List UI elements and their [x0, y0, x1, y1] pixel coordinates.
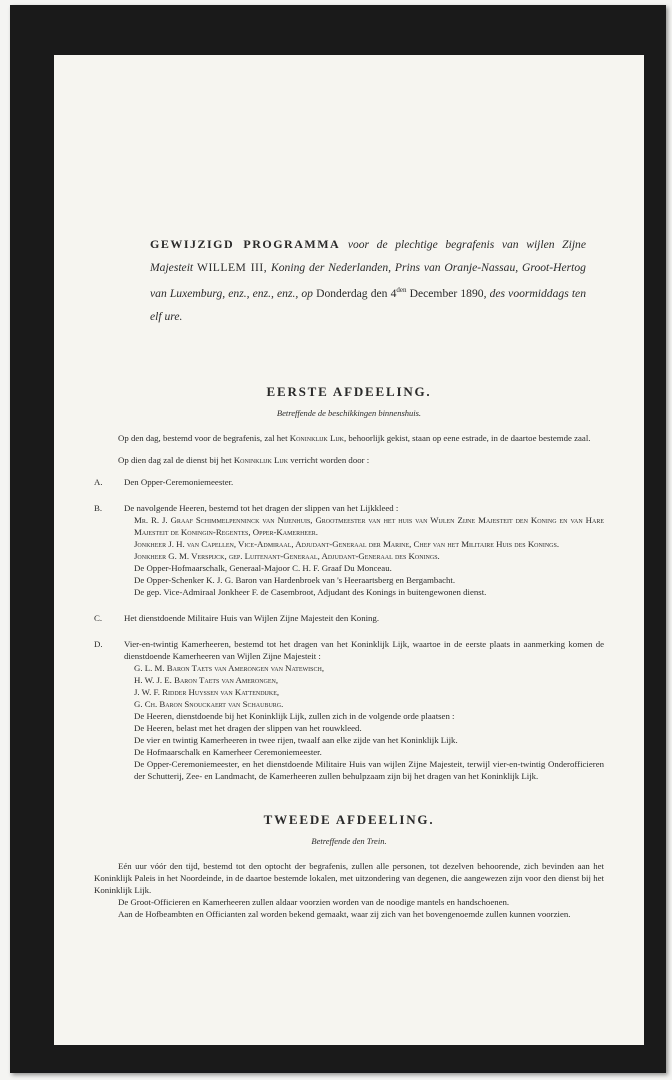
section-2-subheading: Betreffende den Trein. — [311, 835, 387, 846]
item-a-mark: A. — [94, 476, 103, 487]
document-title — [150, 233, 586, 328]
item-b-line: De gep. Vice-Admiraal Jonkheer F. de Casembroot, Adjudant des Konings in buitengewonen dienst. — [134, 586, 487, 597]
item-d-line: De Opper-Ceremoniemeester, en het dienstdoende Militaire Huis van wijlen Zijne Majesteit, terwijl vier-en-twintig Onderofficieren der Schutterij, Zee- en Landmacht, de Kamerheeren zullen behulpzaam zijn bij het dragen van het Koninklijk Lijk. — [134, 758, 604, 781]
p1-sc: Koninklijk Lijk — [289, 432, 344, 443]
section-2-line: Aan de Hofbeambten en Officianten zal worden bekend gemaakt, waar zij zich van het bovengenoemde zullen kunnen voorzien. — [118, 908, 571, 919]
item-b-line: Mr. R. J. Graaf Schimmelpenninck van Nijenhuis, Grootmeester van het huis van Wijlen Zijne Majesteit den Koning en van Hare Majesteit de Koningin-Regentes, Opper-Kamerheer. — [134, 514, 604, 537]
title-text-2: Koning der Nederlanden, Prins van Oranje-Nassau, Groot-Hertog van Luxemburg, enz., enz., enz., op — [150, 261, 586, 300]
p1-a: Op den dag, bestemd voor de begrafenis, zal het — [118, 432, 288, 443]
item-b-line: De navolgende Heeren, bestemd tot het dragen der slippen van het Lijkkleed : — [124, 502, 399, 513]
item-b-mark: B. — [94, 502, 103, 513]
section-2-body — [94, 860, 604, 920]
p1-b: , behoorlijk gekist, staan op eene estrade, in de daartoe bestemde zaal. — [344, 432, 591, 443]
item-d-line: J. W. F. Ridder Huyssen van Kattendijke, — [134, 686, 280, 697]
section-2-line: Eén uur vóór den tijd, bestemd tot den optocht der begrafenis, zullen alle personen, tot dezelven behoorende, zich bevinden aan het Koninklijk Paleis in het Noordeinde, in de daartoe bestemde lokalen, met uitzondering van degenen, die aangewezen zijn voor den dienst bij het Koninklijk Lijk. — [94, 860, 604, 895]
section-1-paragraph-1 — [94, 432, 604, 444]
item-d-line: De vier en twintig Kamerheeren in twee rijen, twaalf aan elke zijde van het Koninklijk Lijk. — [134, 734, 458, 745]
title-name: WILLEM III, — [197, 261, 268, 274]
title-text-1: voor de plechtige begrafenis van wijlen Zijne Majesteit — [150, 238, 586, 274]
p2-b: verricht worden door : — [290, 454, 370, 465]
title-text-3: des voormiddags ten elf ure. — [150, 286, 586, 323]
section-1-subheading: Betreffende de beschikkingen binnenshuis. — [276, 407, 422, 418]
title-date-a: Donderdag den 4 — [316, 286, 397, 300]
item-d-line: De Heeren, dienstdoende bij het Koninklijk Lijk, zullen zich in de volgende orde plaatsen : — [134, 710, 455, 721]
title-date-b: December 1890, — [409, 286, 487, 300]
list-item-b — [94, 502, 604, 598]
item-c-mark: C. — [94, 612, 103, 623]
item-d-line: De Heeren, belast met het dragen der slippen van het rouwkleed. — [134, 722, 362, 733]
item-d-line: Vier-en-twintig Kamerheeren, bestemd tot het dragen van het Koninklijk Lijk, waartoe in de eerste plaats in aanmerking komen de dienstdoende Kamerheeren van Wijlen Zijne Majesteit : — [124, 638, 604, 661]
section-2-heading: TWEEDE AFDEELING. — [263, 811, 435, 827]
list-item-d — [94, 638, 604, 782]
item-b-body — [124, 502, 604, 598]
item-b-line: Jonkheer J. H. van Capellen, Vice-Admiraal, Adjudant-Generaal der Marine, Chef van het Militaire Huis des Konings. — [134, 538, 560, 549]
item-d-mark: D. — [94, 638, 103, 649]
item-c-text: Het dienstdoende Militaire Huis van Wijlen Zijne Majesteit den Koning. — [124, 612, 380, 623]
p2-a: Op dien dag zal de dienst bij het — [118, 454, 232, 465]
section-2-line: De Groot-Officieren en Kamerheeren zullen aldaar voorzien worden van de noodige mantels en handschoenen. — [118, 896, 510, 907]
title-date-sup: den — [396, 286, 407, 294]
item-b-line: Jonkheer G. M. Verspijck, gep. Luitenant-Generaal, Adjudant-Generaal des Konings. — [134, 550, 440, 561]
document-page — [54, 55, 644, 1045]
item-b-line: De Opper-Hofmaarschalk, Generaal-Majoor C. H. F. Graaf Du Monceau. — [134, 562, 392, 573]
item-b-line: De Opper-Schenker K. J. G. Baron van Hardenbroek van 's Heeraartsberg en Bergambacht. — [134, 574, 456, 585]
item-d-line: G. Ch. Baron Snouckaert van Schauburg. — [134, 698, 284, 709]
item-a-text: Den Opper-Ceremoniemeester. — [124, 476, 234, 487]
p2-sc: Koninklijk Lijk — [233, 454, 289, 465]
black-mourning-border — [10, 5, 666, 1073]
list-item-c — [94, 612, 604, 624]
section-1-paragraph-2 — [94, 454, 604, 466]
item-d-line: H. W. J. E. Baron Taets van Amerongen, — [134, 674, 279, 685]
item-d-body — [124, 638, 604, 782]
title-bold: GEWIJZIGD PROGRAMMA — [150, 237, 341, 251]
list-item-a — [94, 476, 604, 488]
section-1-heading: EERSTE AFDEELING. — [266, 383, 432, 399]
item-d-line: G. L. M. Baron Taets van Amerongen van Natewisch, — [134, 662, 325, 673]
item-d-line: De Hofmaarschalk en Kamerheer Ceremoniemeester. — [134, 746, 322, 757]
